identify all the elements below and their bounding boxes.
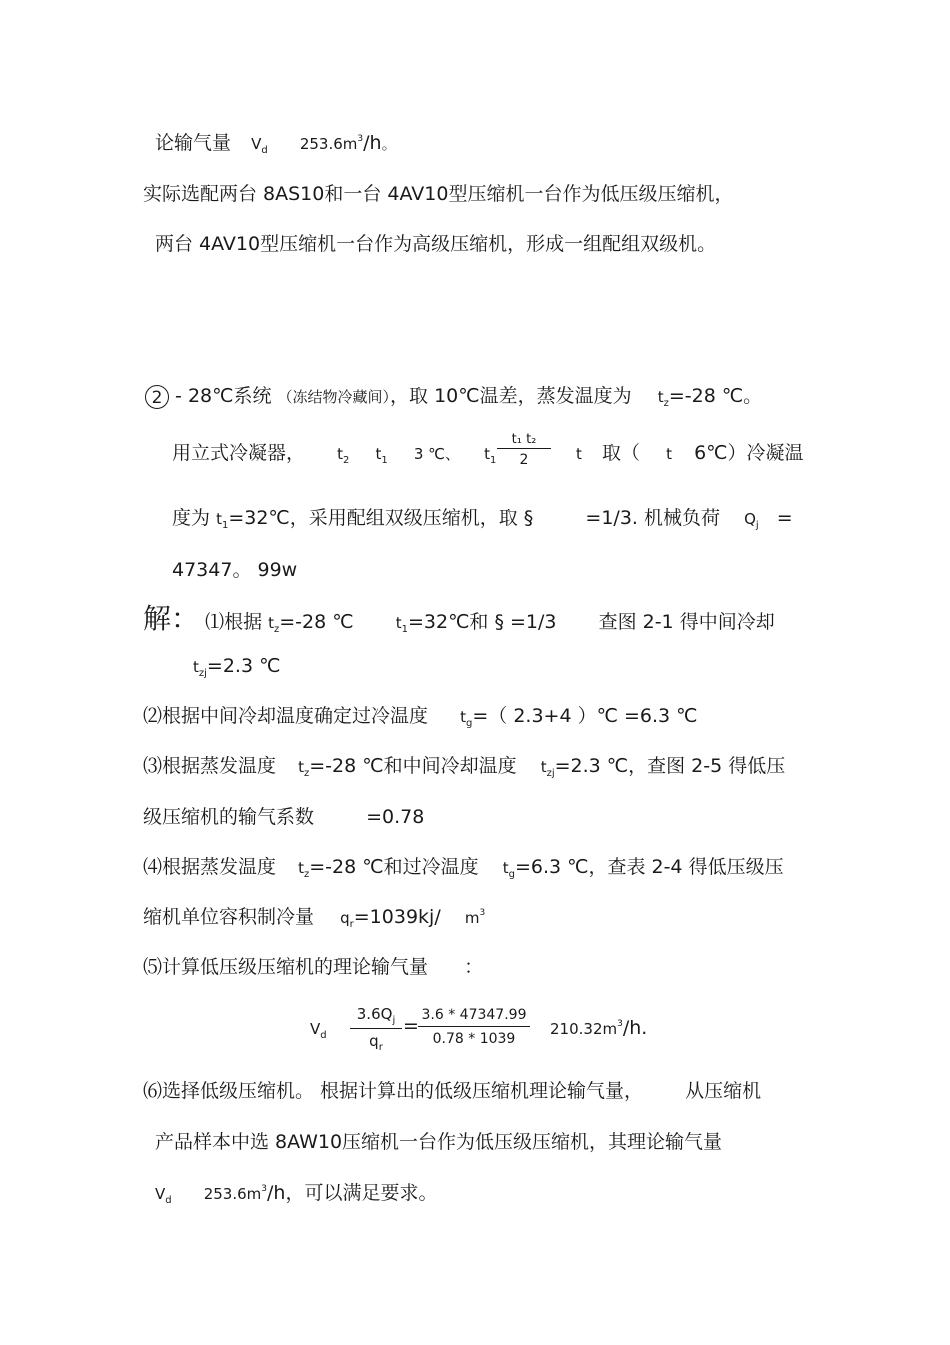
text: =-28 ℃。 (668, 385, 763, 407)
unit: m (464, 909, 480, 927)
text: =2.3 ℃ (206, 655, 281, 677)
subscript: zj (198, 668, 207, 679)
subscript: 1 (221, 520, 229, 531)
numerator: 3.6 * 47347.99 (421, 1007, 527, 1023)
subscript: z (663, 398, 669, 409)
subscript: g (466, 718, 473, 729)
formula-vd (310, 1016, 327, 1044)
condenser-line-end (576, 441, 804, 466)
text: 级压缩机的输气系数 (143, 806, 315, 828)
text: 从压缩机 (685, 1080, 762, 1102)
symbol: q (340, 909, 350, 927)
step-6-end (155, 1181, 437, 1209)
fraction-1 (350, 1003, 402, 1056)
text: = (776, 507, 793, 529)
numerator-text: 3.6Q (356, 1005, 393, 1023)
unit: /h (267, 1182, 286, 1204)
denominator: 2 (497, 448, 551, 471)
system-2-heading (145, 384, 762, 412)
fraction-2 (418, 1004, 530, 1051)
numerator: t₁ t₂ (511, 432, 537, 447)
line-1 (155, 131, 397, 159)
text: =32℃，采用配组双级压缩机，取 § (228, 507, 534, 529)
text: ⑶根据蒸发温度 (143, 755, 277, 777)
text: =32℃和 § =1/3 (407, 611, 557, 633)
formula-result (550, 1016, 647, 1044)
text: 3 ℃、 (413, 445, 460, 463)
text: ，取 10℃温差，蒸发温度为 (390, 385, 632, 407)
intercooling-temp (193, 654, 280, 682)
subscript: j (755, 520, 759, 531)
subscript: 2 (343, 455, 350, 466)
subscript: z (304, 869, 310, 880)
text: =（ 2.3+4 ）℃ =6.3 ℃ (472, 705, 698, 727)
text: 6℃）冷凝温 (694, 442, 804, 464)
superscript: 3 (261, 1184, 268, 1194)
symbol: t (576, 445, 582, 463)
condenser-line (172, 441, 496, 469)
text: 。 (381, 135, 397, 153)
step-3 (143, 754, 785, 782)
symbol: t (298, 758, 304, 776)
symbol: t (502, 859, 509, 877)
subscript: d (320, 1030, 327, 1041)
symbol: t (460, 708, 466, 726)
numerator (350, 1003, 402, 1028)
text: =6.3 ℃，查表 2-4 得低压级压 (514, 856, 784, 878)
text: =-28 ℃和中间冷却温度 (309, 755, 517, 777)
text: ⑵根据中间冷却温度确定过冷温度 (143, 705, 429, 727)
text: 论输气量 (155, 132, 232, 154)
symbol: t (657, 388, 664, 406)
symbol: V (155, 1185, 166, 1203)
step-5 (143, 955, 483, 979)
subscript: d (165, 1195, 172, 1206)
step-6-continued: 产品样本中选 8AW10压缩机一台作为低压级压缩机，其理论输气量 (155, 1131, 723, 1153)
text: ⑷根据蒸发温度 (143, 856, 277, 878)
value: 210.32m (550, 1020, 618, 1038)
fraction-t1-t2 (497, 432, 551, 471)
symbol: t (337, 445, 343, 463)
text: 度为 (172, 507, 211, 529)
step-4 (143, 855, 784, 883)
text: ⑸计算低压级压缩机的理论输气量 (143, 956, 429, 978)
superscript: 3 (617, 1019, 623, 1029)
text: =2.3 ℃，查图 2-5 得低压 (554, 755, 786, 777)
denominator (350, 1028, 402, 1056)
subscript: d (261, 145, 268, 156)
subscript: r (378, 1042, 383, 1053)
unit: /h. (622, 1017, 648, 1039)
denominator: 0.78 * 1039 (418, 1026, 530, 1051)
text: =-28 ℃和过冷温度 (309, 856, 479, 878)
subscript: j (392, 1015, 396, 1026)
symbol: V (251, 135, 262, 153)
text: 取（ (601, 442, 640, 464)
denominator-text: q (369, 1032, 379, 1050)
line-2: 实际选配两台 8AS10和一台 4AV10型压缩机一台作为低压级压缩机， (143, 183, 734, 205)
symbol: t (298, 859, 304, 877)
step-6 (143, 1079, 761, 1103)
superscript: 3 (357, 134, 364, 144)
text: （冻结物冷藏间） (277, 388, 391, 406)
step-2 (143, 704, 697, 732)
symbol: V (310, 1020, 321, 1038)
subscript: g (508, 869, 515, 880)
line-3: 两台 4AV10型压缩机一台作为高级压缩机，形成一组配组双级机。 (155, 233, 717, 255)
text: - 28℃系统 (175, 385, 272, 407)
symbol: t (216, 510, 222, 528)
subscript: 1 (381, 455, 388, 466)
text: =0.78 (366, 806, 425, 828)
symbol: t (193, 658, 199, 676)
value: 253.6m (203, 1185, 262, 1203)
text: =-28 ℃ (279, 611, 354, 633)
symbol: t (375, 445, 382, 463)
text: ，可以满足要求。 (285, 1182, 438, 1204)
superscript: 3 (479, 908, 486, 918)
subscript: r (349, 919, 354, 930)
symbol: t (666, 445, 672, 463)
text: 用立式冷凝器， (172, 442, 306, 464)
text: =1039kj/ (353, 906, 441, 928)
text: ⑴根据 (205, 611, 263, 633)
subscript: 1 (489, 455, 497, 466)
text: ： (464, 956, 484, 978)
solution-label: 解： (143, 602, 200, 635)
symbol: Q (744, 510, 756, 528)
step-3-continued (143, 805, 424, 829)
text: 查图 2-1 得中间冷却 (598, 611, 775, 633)
value: 253.6m (299, 135, 358, 153)
condensing-temp-line (172, 506, 793, 534)
load-value: 47347。 99w (172, 559, 298, 581)
unit: /h (363, 132, 382, 154)
symbol: t (395, 614, 402, 632)
text: ⑹选择低级压缩机。 根据计算出的低级压缩机理论输气量， (143, 1080, 644, 1102)
symbol: t (484, 445, 490, 463)
symbol: t (540, 758, 547, 776)
circled-number: 2 (145, 385, 169, 409)
subscript: 1 (401, 624, 408, 635)
subscript: z (274, 624, 280, 635)
subscript: z (304, 768, 310, 779)
step-4-continued (143, 905, 485, 933)
symbol: t (268, 614, 275, 632)
text: 缩机单位容积制冷量 (143, 906, 315, 928)
solution-line (143, 603, 775, 642)
subscript: zj (546, 768, 555, 779)
equals-sign: = (403, 1015, 419, 1037)
text: =1/3. 机械负荷 (585, 507, 720, 529)
